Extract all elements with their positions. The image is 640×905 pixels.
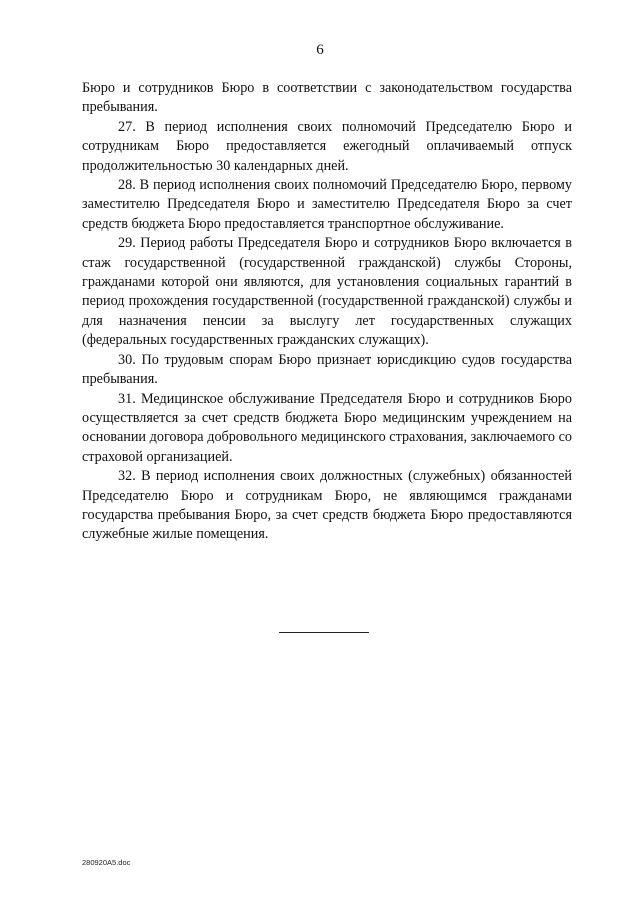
end-of-text-divider	[279, 632, 369, 633]
paragraph-27: 27. В период исполнения своих полномочий Председателю Бюро и сотрудникам Бюро предоставляется ежегодный оплачиваемый отпуск продолжительностью 30 календарных дней.	[82, 118, 572, 174]
paragraph-31: 31. Медицинское обслуживание Председателя Бюро и сотрудников Бюро осуществляется за счет средств бюджета Бюро медицинским учреждением на основании договора добровольного медицинского страхования, заключаемого со страховой организацией.	[82, 390, 572, 465]
page-number: 6	[316, 42, 324, 58]
document-body	[82, 79, 572, 545]
paragraph-32: 32. В период исполнения своих должностных (служебных) обязанностей Председателю Бюро и сотрудникам Бюро, не являющимся гражданами государства пребывания Бюро, за счет средств бюджета Бюро предоставляются служебные жилые помещения.	[82, 468, 572, 543]
paragraph-30: 30. По трудовым спорам Бюро признает юрисдикцию судов государства пребывания.	[82, 351, 572, 388]
paragraph-continuation: Бюро и сотрудников Бюро в соответствии с законодательством государства пребывания.	[82, 80, 572, 116]
footer-file-name: 280920A5.doc	[82, 858, 131, 867]
paragraph-28: 28. В период исполнения своих полномочий Председателю Бюро, первому заместителю Председателя Бюро и заместителю Председателя Бюро за счет средств бюджета Бюро предоставляется транспортное обслуживание.	[82, 177, 572, 232]
paragraph-29: 29. Период работы Председателя Бюро и сотрудников Бюро включается в стаж государственной (государственной гражданской) службы Стороны, гражданами которой они являются, для установления социальных гарантий в период прохождения государственной (государственной гражданской) службы и для назначения пенсии за выслугу лет государственных служащих (федеральных государственных гражданских служащих).	[82, 235, 572, 349]
